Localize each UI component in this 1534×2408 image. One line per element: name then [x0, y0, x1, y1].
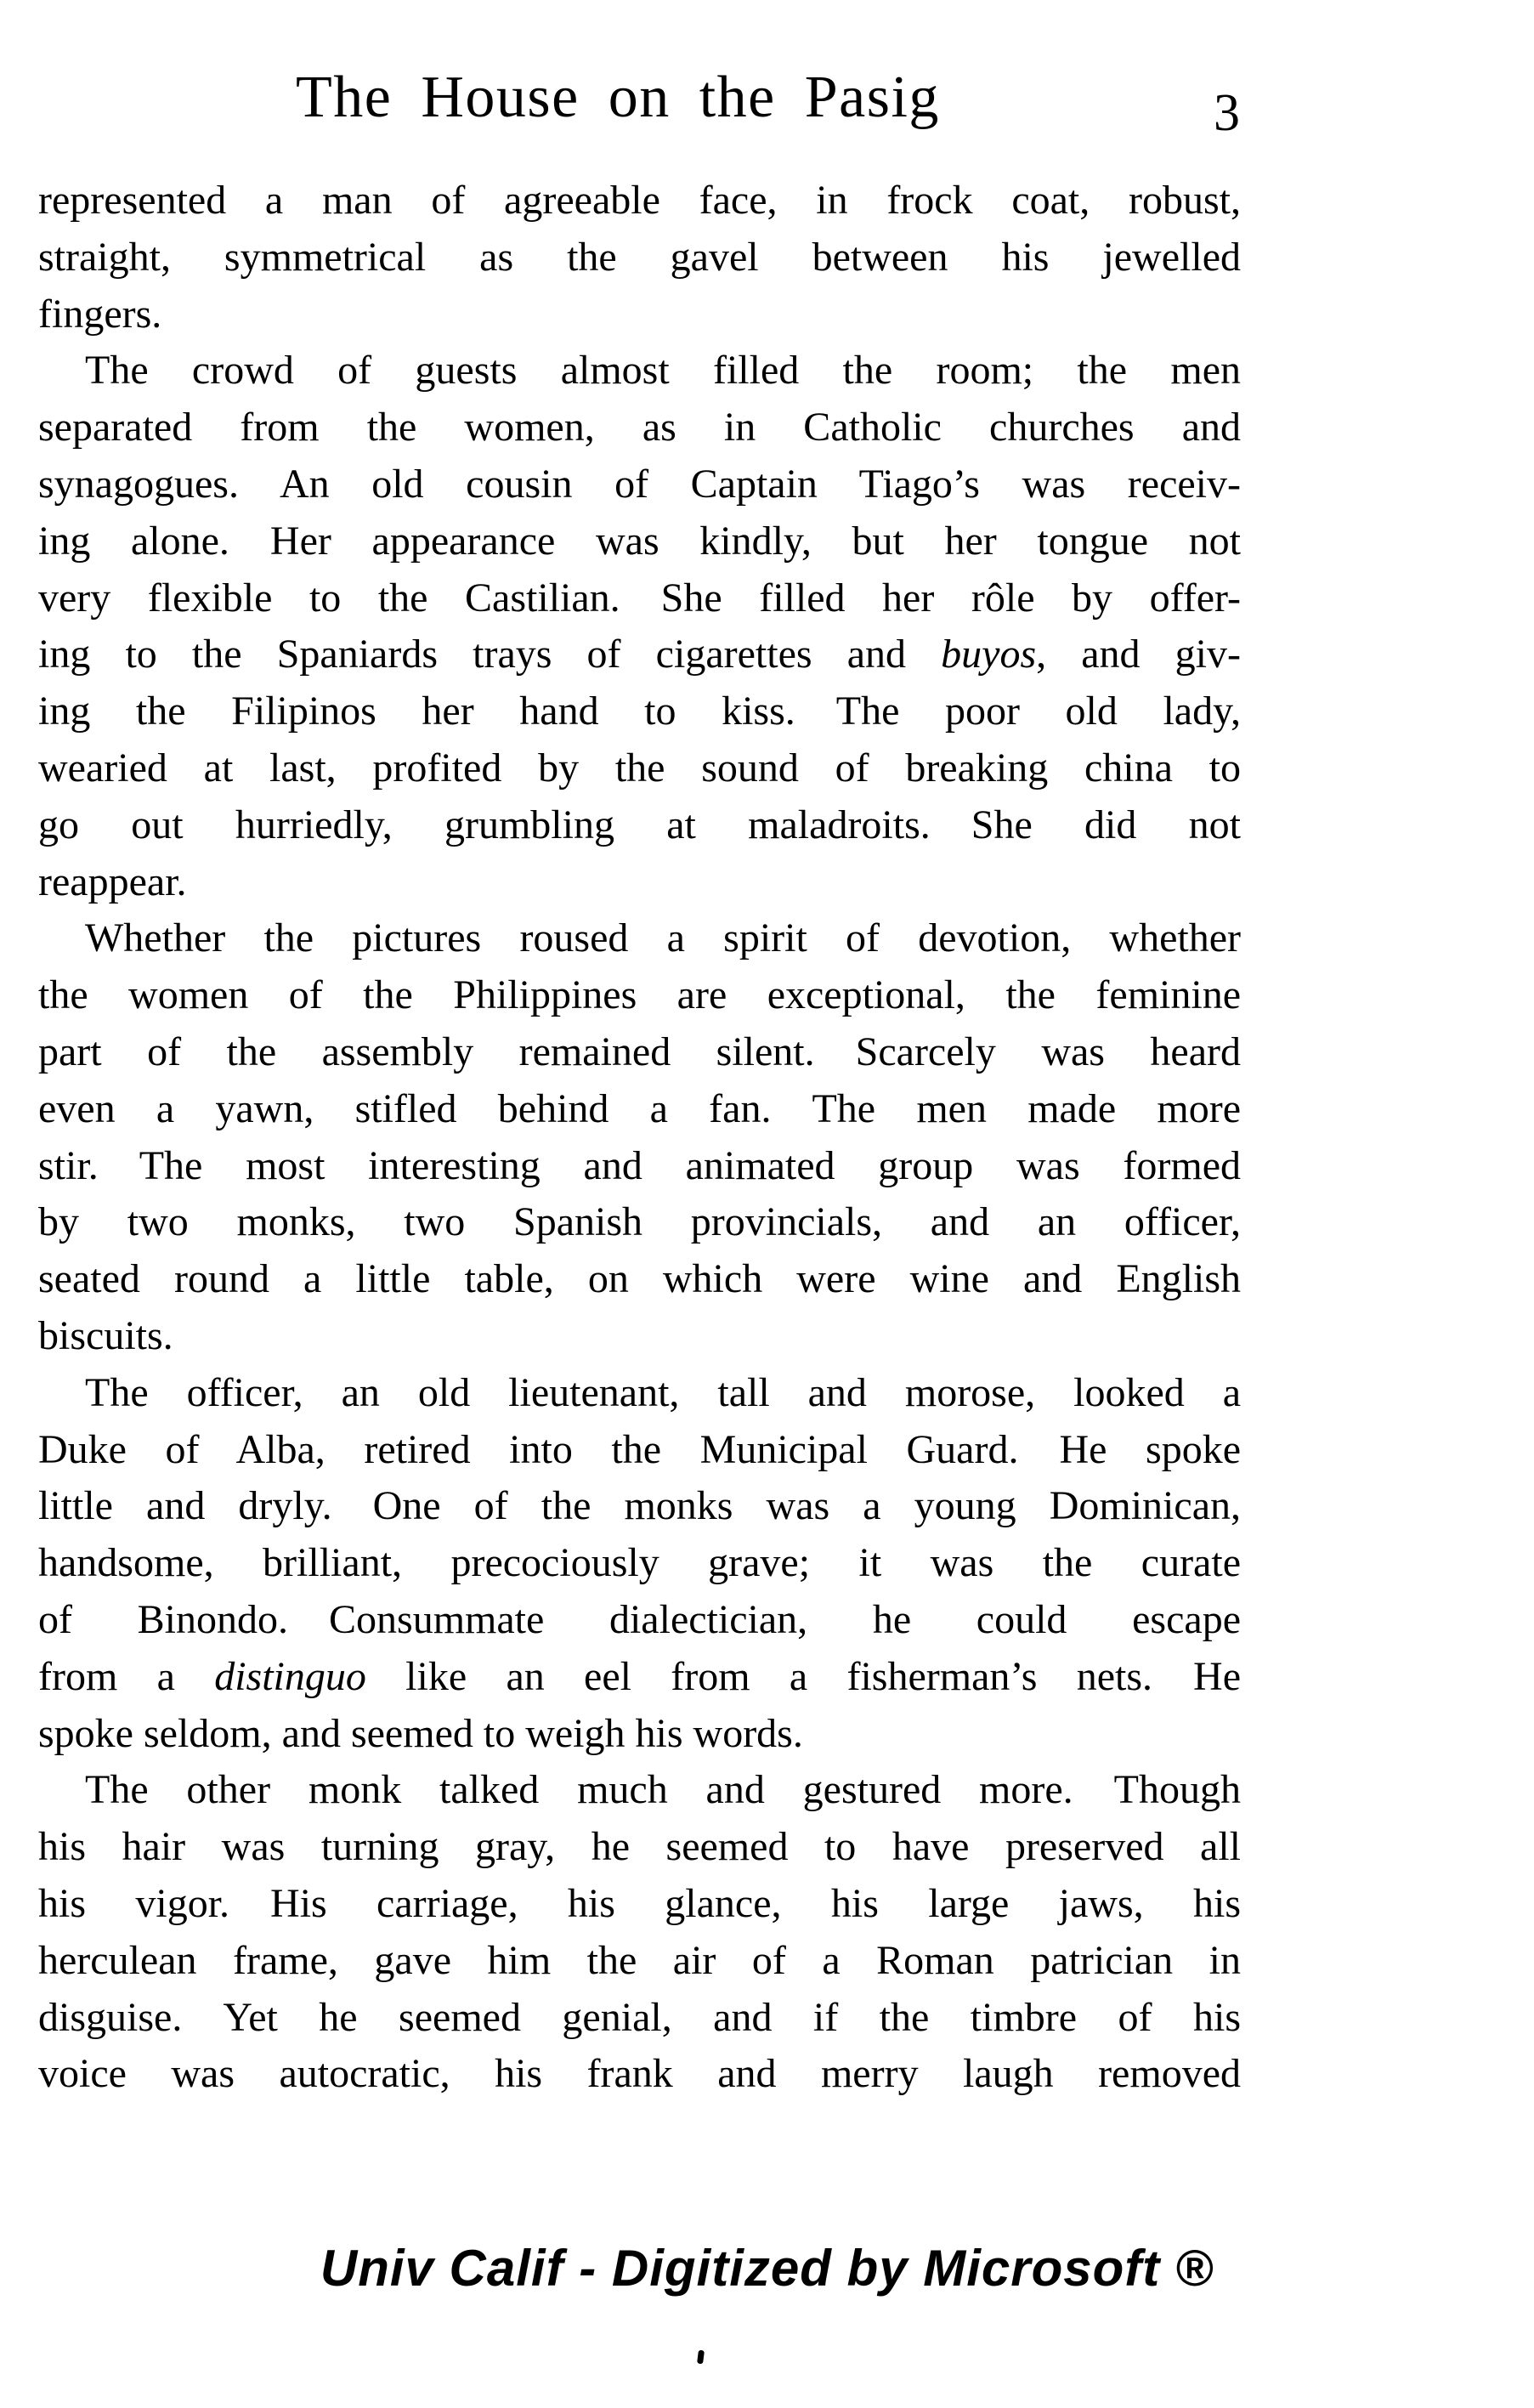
text-line — [38, 1819, 1241, 1876]
paragraph — [38, 1365, 1241, 1763]
page-title: The House on the Pasig — [296, 65, 940, 130]
text-line — [38, 229, 1241, 286]
text-line — [38, 173, 1241, 229]
text-line — [38, 513, 1241, 570]
text-line — [38, 683, 1241, 740]
text-line — [38, 2046, 1241, 2103]
text-segment: separated from the women, as in Catholic churches and — [38, 405, 1241, 450]
text-line — [38, 343, 1241, 399]
text-line — [38, 1990, 1241, 2047]
text-line — [38, 1024, 1241, 1081]
text-segment: reappear. — [38, 858, 187, 904]
paragraph — [38, 343, 1241, 910]
text-line — [38, 399, 1241, 456]
text-line — [38, 740, 1241, 797]
text-line — [38, 1422, 1241, 1479]
text-segment: voice was autocratic, his frank and merry laugh removed — [38, 2051, 1241, 2097]
text-segment: of Binondo. Consummate dialectician, he could escape — [38, 1596, 1241, 1642]
text-line — [38, 1535, 1241, 1592]
page-number: 3 — [1214, 84, 1240, 142]
text-line — [38, 570, 1241, 627]
footer-watermark: Univ Calif - Digitized by Microsoft ® — [320, 2240, 1214, 2297]
text-segment: distinguo — [214, 1653, 366, 1699]
text-segment: little and dryly. One of the monks was a young Dominican, — [38, 1483, 1241, 1529]
text-segment: his hair was turning gray, he seemed to have preserved all — [38, 1824, 1241, 1870]
text-segment: Duke of Alba, retired into the Municipal Guard. He spoke — [38, 1426, 1241, 1472]
text-segment: seated round a little table, on which were wine and English — [38, 1256, 1241, 1302]
text-segment: The officer, an old lieutenant, tall and morose, looked a — [85, 1369, 1241, 1415]
text-segment: ing the Filipinos her hand to kiss. The poor old lady, — [38, 688, 1241, 734]
text-segment: go out hurriedly, grumbling at maladroits. She did not — [38, 802, 1241, 847]
text-line — [38, 1138, 1241, 1195]
text-line — [38, 854, 1241, 911]
text-segment: wearied at last, profited by the sound of breaking china to — [38, 745, 1241, 790]
text-segment: The crowd of guests almost filled the room; the men — [85, 348, 1241, 394]
text-line — [38, 1478, 1241, 1535]
text-line — [38, 1649, 1241, 1706]
text-segment: handsome, brilliant, precociously grave; it was the curate — [38, 1540, 1241, 1586]
text-segment: the women of the Philippines are exceptional, the feminine — [38, 972, 1241, 1018]
text-segment: part of the assembly remained silent. Scarcely was heard — [38, 1028, 1241, 1074]
text-segment: by two monks, two Spanish provincials, and an officer, — [38, 1199, 1241, 1245]
text-segment: disguise. Yet he seemed genial, and if the timbre of his — [38, 1994, 1241, 2040]
text-line — [38, 1308, 1241, 1365]
text-segment: stir. The most interesting and animated group was formed — [38, 1142, 1241, 1188]
scan-speck-icon — [697, 2350, 705, 2365]
text-line — [38, 1762, 1241, 1819]
text-segment: spoke seldom, and seemed to weigh his words. — [38, 1710, 803, 1756]
text-line — [38, 286, 1241, 343]
text-line — [38, 1876, 1241, 1933]
text-segment: The other monk talked much and gestured more. Though — [85, 1767, 1241, 1813]
text-segment: his vigor. His carriage, his glance, his large jaws, his — [38, 1880, 1241, 1926]
text-line — [38, 910, 1241, 967]
text-block — [38, 173, 1241, 2103]
text-line — [38, 1194, 1241, 1251]
text-segment: from a — [38, 1653, 215, 1699]
text-line — [38, 967, 1241, 1024]
text-segment: ing to the Spaniards trays of cigarettes and — [38, 632, 942, 677]
paragraph — [38, 910, 1241, 1364]
text-line — [38, 1592, 1241, 1649]
text-segment: fingers. — [38, 291, 162, 337]
text-segment: , and giv- — [1036, 632, 1242, 677]
text-line — [38, 1251, 1241, 1308]
text-line — [38, 1365, 1241, 1422]
text-segment: like an eel from a fisherman’s nets. He — [365, 1653, 1242, 1699]
text-segment: Whether the pictures roused a spirit of devotion, whether — [85, 915, 1241, 961]
text-segment: very flexible to the Castilian. She filled her rôle by offer- — [38, 575, 1241, 620]
text-segment: straight, symmetrical as the gavel between his jewelled — [38, 234, 1241, 280]
text-line — [38, 456, 1241, 513]
paragraph — [38, 1762, 1241, 2103]
text-segment: biscuits. — [38, 1312, 173, 1358]
text-segment: herculean frame, gave him the air of a Roman patrician in — [38, 1937, 1241, 1983]
text-line — [38, 1933, 1241, 1990]
text-line — [38, 1706, 1241, 1763]
text-segment: buyos — [941, 632, 1037, 677]
text-segment: even a yawn, stifled behind a fan. The men made more — [38, 1085, 1241, 1131]
text-line — [38, 626, 1241, 683]
text-segment: synagogues. An old cousin of Captain Tiago’s was receiv- — [38, 461, 1241, 507]
text-segment: ing alone. Her appearance was kindly, but her tongue not — [38, 518, 1241, 564]
text-line — [38, 1081, 1241, 1138]
text-line — [38, 797, 1241, 854]
text-segment: represented a man of agreeable face, in frock coat, robust, — [38, 178, 1241, 223]
paragraph — [38, 173, 1241, 343]
